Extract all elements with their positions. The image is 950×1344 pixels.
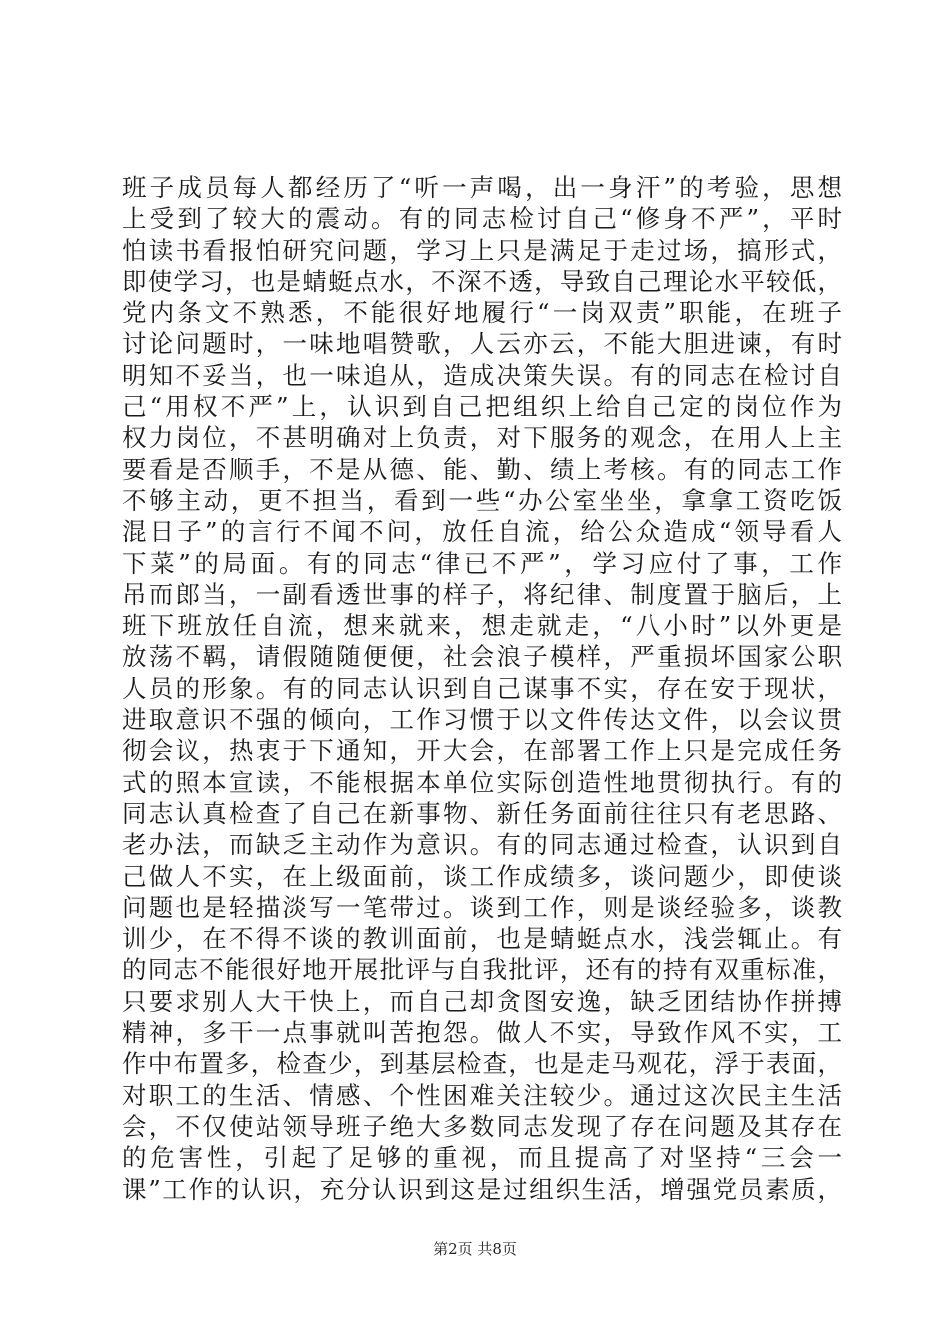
text-line: 会，不仅使站领导班子绝大多数同志发现了存在问题及其存在 <box>122 1111 842 1141</box>
text-line: 彻会议，热衷于下通知，开大会，在部署工作上只是完成任务 <box>122 736 842 766</box>
text-line: 权力岗位，不甚明确对上负责，对下服务的观念，在用人上主 <box>122 423 842 453</box>
text-line: 班下班放任自流，想来就来，想走就走，“八小时”以外更是 <box>122 611 842 641</box>
text-line: 精神，多干一点事就叫苦抱怨。做人不实，导致作风不实，工 <box>122 1018 842 1048</box>
text-line: 混日子”的言行不闻不问，放任自流，给公众造成“领导看人 <box>122 517 842 547</box>
text-line: 明知不妥当，也一味追从，造成决策失误。有的同志在检讨自 <box>122 360 842 390</box>
text-line: 班子成员每人都经历了“听一声喝，出一身汗”的考验，思想 <box>122 173 842 202</box>
text-line: 对职工的生活、情感、个性困难关注较少。通过这次民主生活 <box>122 1080 842 1110</box>
text-line: 党内条文不熟悉，不能很好地履行“一岗双责”职能，在班子 <box>122 298 842 328</box>
text-line: 的危害性，引起了足够的重视，而且提高了对坚持“三会一 <box>122 1143 842 1173</box>
text-line: 吊而郎当，一副看透世事的样子，将纪律、制度置于脑后，上 <box>122 579 842 609</box>
text-line: 即使学习，也是蜻蜓点水，不深不透，导致自己理论水平较低， <box>122 266 842 296</box>
page-number: 第2页 共8页 <box>433 1240 517 1258</box>
text-line: 要看是否顺手，不是从德、能、勤、绩上考核。有的同志工作 <box>122 454 842 484</box>
body-paragraph <box>122 172 842 1205</box>
text-line: 人员的形象。有的同志认识到自己谋事不实，存在安于现状， <box>122 673 842 703</box>
text-line: 进取意识不强的倾向，工作习惯于以文件传达文件，以会议贯 <box>122 705 842 735</box>
text-line: 己“用权不严”上，认识到自己把组织上给自己定的岗位作为 <box>122 392 842 422</box>
text-line: 老办法，而缺乏主动作为意识。有的同志通过检查，认识到自 <box>122 830 842 860</box>
text-line: 下菜”的局面。有的同志“律已不严”，学习应付了事，工作 <box>122 548 842 578</box>
text-line: 放荡不羁，请假随随便便，社会浪子模样，严重损坏国家公职 <box>122 642 842 672</box>
text-line: 训少，在不得不谈的教训面前，也是蜻蜓点水，浅尝辄止。有 <box>122 924 842 954</box>
text-line: 只要求别人大干快上，而自己却贪图安逸，缺乏团结协作拼搏 <box>122 986 842 1016</box>
text-line: 上受到了较大的震动。有的同志检讨自己“修身不严”，平时 <box>122 204 842 234</box>
text-line: 课”工作的认识，充分认识到这是过组织生活，增强党员素质， <box>122 1174 842 1204</box>
text-line: 己做人不实，在上级面前，谈工作成绩多，谈问题少，即使谈 <box>122 861 842 891</box>
text-line: 怕读书看报怕研究问题，学习上只是满足于走过场，搞形式， <box>122 235 842 265</box>
text-line: 的同志不能很好地开展批评与自我批评，还有的持有双重标准， <box>122 955 842 985</box>
text-line: 问题也是轻描淡写一笔带过。谈到工作，则是谈经验多，谈教 <box>122 892 842 922</box>
text-line: 作中布置多，检查少，到基层检查，也是走马观花，浮于表面， <box>122 1049 842 1079</box>
text-line: 不够主动，更不担当，看到一些“办公室坐坐，拿拿工资吃饭 <box>122 485 842 515</box>
text-line: 式的照本宣读，不能根据本单位实际创造性地贯彻执行。有的 <box>122 767 842 797</box>
text-line: 同志认真检查了自己在新事物、新任务面前往往只有老思路、 <box>122 798 842 828</box>
text-line: 讨论问题时，一味地唱赞歌，人云亦云，不能大胆进谏，有时 <box>122 329 842 359</box>
